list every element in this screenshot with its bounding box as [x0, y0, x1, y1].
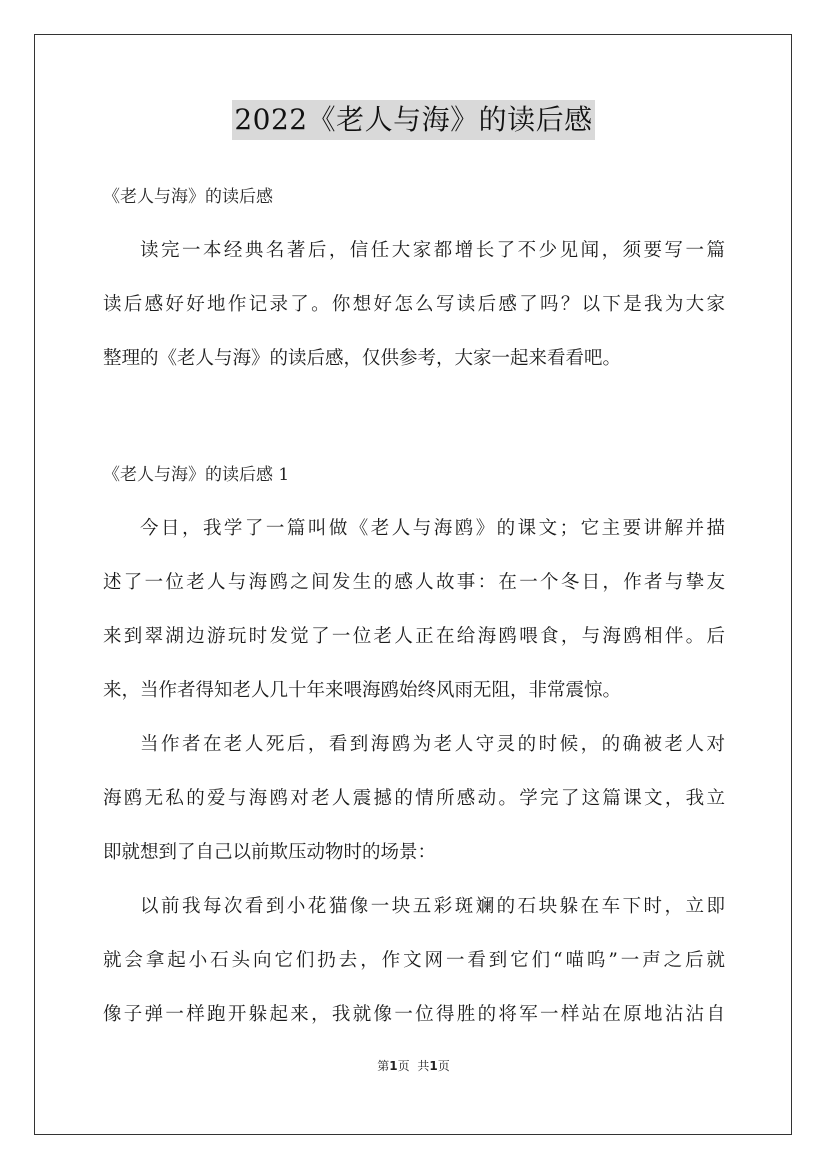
paragraph-line: 来，当作者得知老人几十年来喂海鸥始终风雨无阻，非常震惊。 [103, 680, 622, 701]
page-number: 1 [389, 1059, 398, 1073]
total-label-prefix: 共 [417, 1059, 430, 1073]
paragraph-line: 述了一位老人与海鸥之间发生的感人故事：在一个冬日，作者与挚友 [103, 572, 725, 593]
page-label-prefix: 第 [377, 1059, 390, 1073]
document-title: 2022《老人与海》的读后感 [232, 100, 594, 140]
intro-line: 整理的《老人与海》的读后感，仅供参考，大家一起来看看吧。 [103, 348, 622, 369]
section-heading: 《老人与海》的读后感 1 [103, 465, 290, 485]
paragraph-line: 就会拿起小石头向它们扔去，作文网一看到它们“喵呜”一声之后就 [103, 950, 725, 971]
title-container [0, 100, 827, 140]
paragraph-line: 即就想到了自己以前欺压动物时的场景： [103, 842, 437, 863]
intro-line: 读完一本经典名著后，信任大家都增长了不少见闻，须要写一篇 [140, 240, 725, 261]
subtitle: 《老人与海》的读后感 [103, 187, 273, 207]
paragraph-line: 像子弹一样跑开躲起来，我就像一位得胜的将军一样站在原地沾沾自 [103, 1004, 725, 1025]
total-label-suffix: 页 [437, 1059, 450, 1073]
paragraph-line: 今日，我学了一篇叫做《老人与海鸥》的课文；它主要讲解并描 [140, 518, 725, 539]
document-body [103, 170, 725, 1042]
page-footer [0, 1057, 827, 1074]
paragraph-line: 海鸥无私的爱与海鸥对老人震撼的情所感动。学完了这篇课文，我立 [103, 788, 725, 809]
page-label-suffix: 页 [397, 1059, 410, 1073]
intro-line: 读后感好好地作记录了。你想好怎么写读后感了吗？以下是我为大家 [103, 294, 725, 315]
paragraph-line: 当作者在老人死后，看到海鸥为老人守灵的时候，的确被老人对 [140, 734, 725, 755]
paragraph-line: 以前我每次看到小花猫像一块五彩斑斓的石块躲在车下时，立即 [140, 896, 725, 917]
section-spacer [103, 386, 725, 448]
paragraph-line: 来到翠湖边游玩时发觉了一位老人正在给海鸥喂食，与海鸥相伴。后 [103, 626, 725, 647]
total-pages: 1 [429, 1059, 438, 1073]
